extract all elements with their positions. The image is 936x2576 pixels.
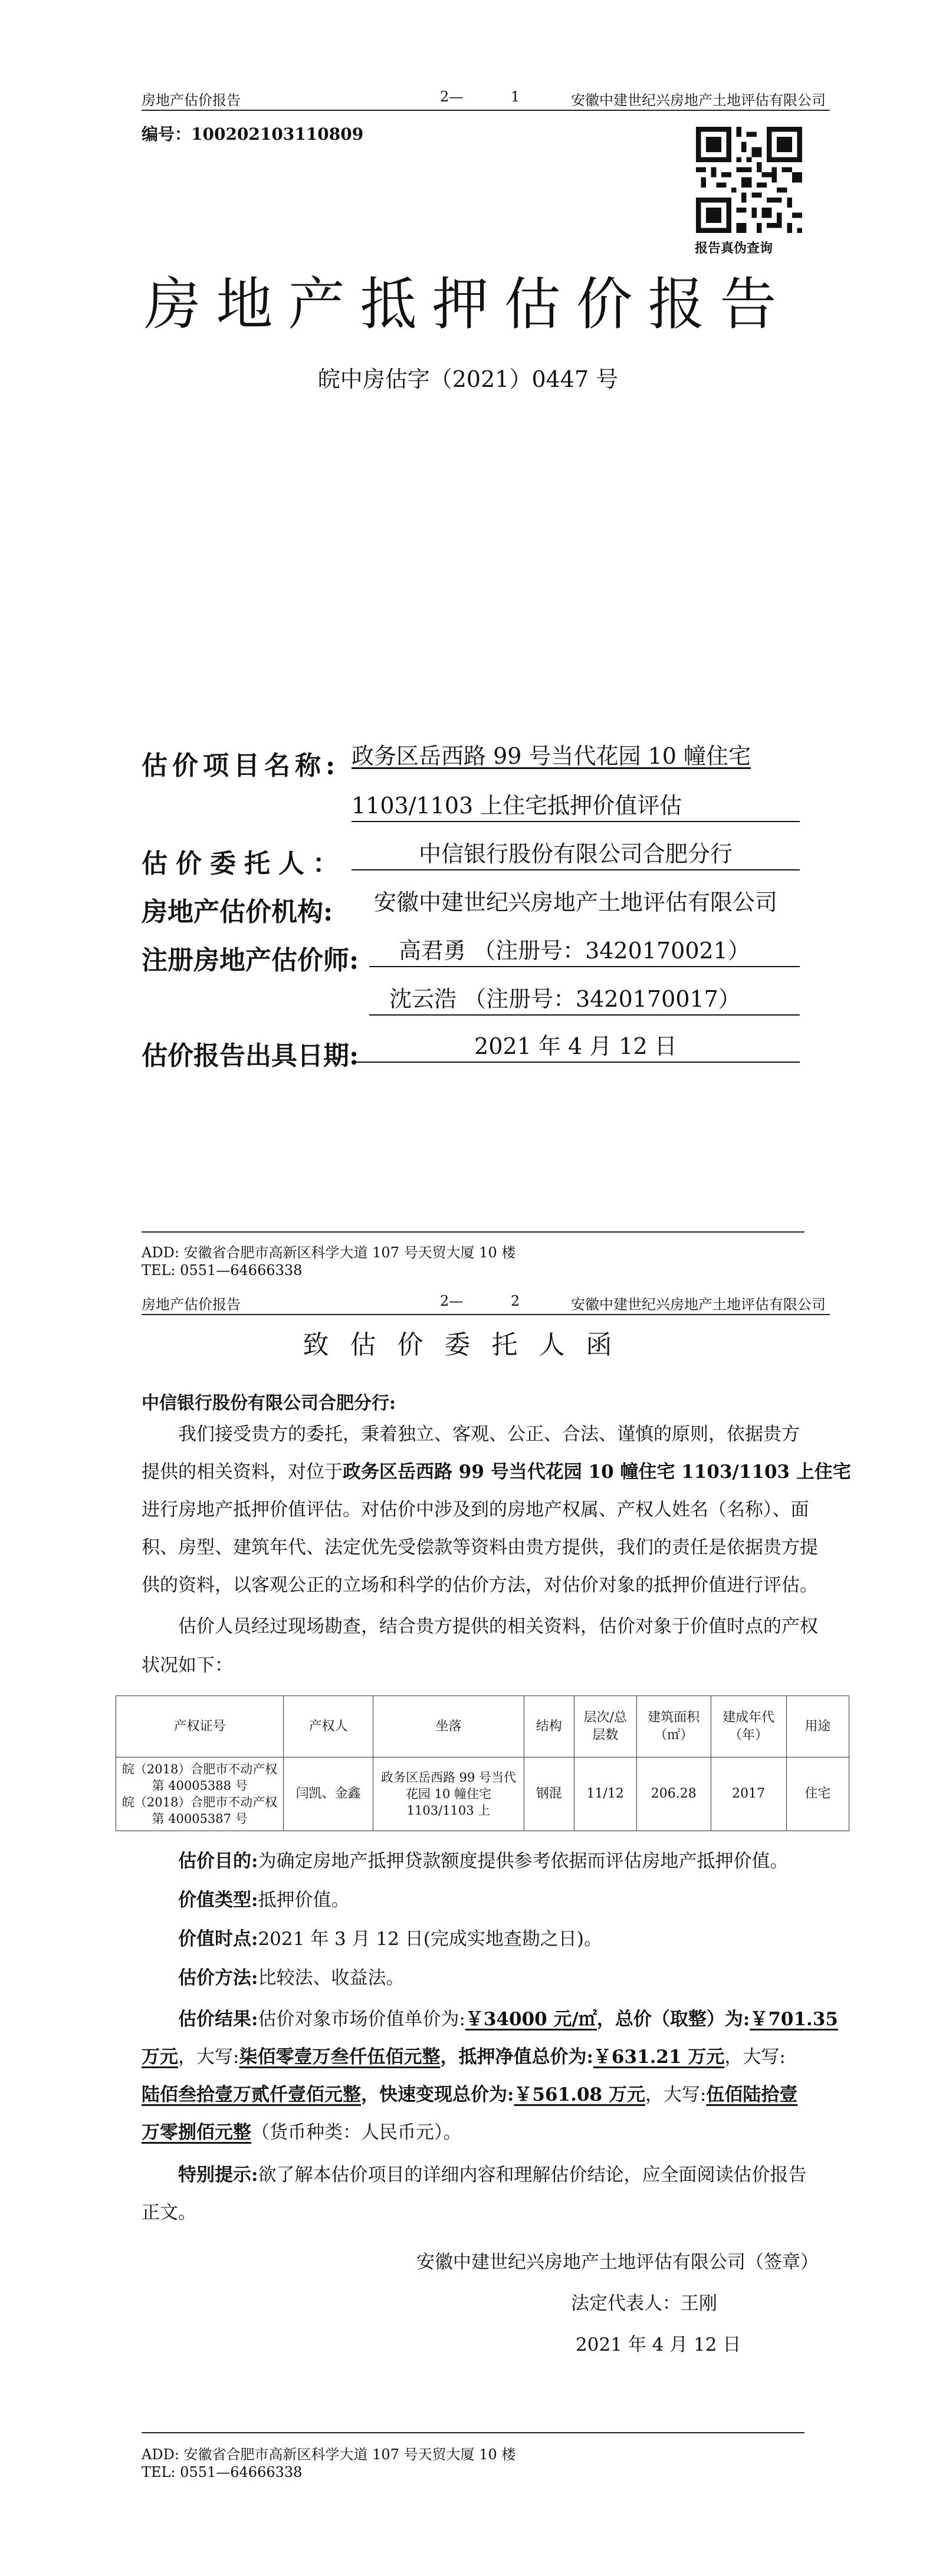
- table-cell: 206.28: [636, 1757, 711, 1831]
- table-header: 建筑面积（㎡）: [636, 1696, 711, 1757]
- footer-phone: TEL: 0551—64666338: [142, 2464, 303, 2480]
- para-line: 进行房地产抵押价值评估。对估价中涉及到的房地产权属、产权人姓名（名称）、面: [142, 1499, 809, 1520]
- table-cell: 皖（2018）合肥市不动产权第 40005388 号 皖（2018）合肥市不动产权第 40005387 号: [116, 1757, 284, 1831]
- currency-note: （货币种类：人民币元）。: [251, 2122, 462, 2143]
- total-price: ￥701.35: [750, 2009, 838, 2030]
- mortgage-net-value: ￥631.21 万元: [593, 2046, 725, 2068]
- para-text: 提供的相关资料，对位于: [142, 1461, 343, 1483]
- quick-sale-value-words-cont: 万零捌佰元整: [142, 2122, 251, 2143]
- client-label: 估价委托人：: [142, 849, 347, 879]
- quick-sale-value: ￥561.08 万元: [514, 2084, 645, 2105]
- footer-rule: [142, 1231, 804, 1233]
- issue-date-label: 估价报告出具日期:: [142, 1041, 359, 1071]
- agency-label: 房地产估价机构:: [142, 897, 333, 927]
- result-text: ，大写:: [178, 2046, 239, 2068]
- unit-price: ￥34000 元/㎡: [465, 2009, 597, 2030]
- value-type-line: [178, 1881, 349, 1919]
- table-header: 坐落: [373, 1696, 524, 1757]
- value-date-label: 价值时点:: [178, 1928, 258, 1950]
- table-cell: 2017: [711, 1757, 786, 1831]
- client-value: 中信银行股份有限公司合肥分行: [352, 837, 800, 870]
- appraiser-2: 沈云浩 （注册号：3420170017）: [369, 983, 800, 1016]
- qr-code-icon: [696, 127, 802, 233]
- special-note-text: 欲了解本估价项目的详细内容和理解估价结论，应全面阅读估价报告: [258, 2164, 807, 2186]
- special-note-label: 特别提示:: [178, 2164, 258, 2186]
- page-marker: 2—: [440, 1293, 464, 1309]
- running-header-right: 安徽中建世纪兴房地产土地评估有限公司: [571, 1296, 826, 1313]
- project-name-line1: 政务区岳西路 99 号当代花园 10 幢住宅: [352, 743, 751, 769]
- purpose-label: 估价目的:: [178, 1851, 258, 1872]
- issue-date-value: 2021 年 4 月 12 日: [352, 1030, 800, 1063]
- result-text: 估价对象市场价值单价为:: [258, 2009, 465, 2030]
- para-line: [142, 1453, 851, 1491]
- result-line: [142, 2038, 786, 2076]
- header-rule: [142, 110, 830, 111]
- quick-sale-value-words: 伍佰陆拾壹: [706, 2084, 798, 2105]
- result-label: 估价结果:: [178, 2009, 258, 2030]
- table-cell: 闫凯、金鑫: [284, 1757, 373, 1831]
- page-marker: 2—: [440, 88, 464, 105]
- footer-phone: TEL: 0551—64666338: [142, 1262, 303, 1279]
- document-number: 皖中房估字（2021）0447 号: [317, 366, 619, 392]
- para-line: 供的资料，以客观公正的立场和科学的估价方法，对估价对象的抵押价值进行评估。: [142, 1575, 818, 1596]
- appraiser-label: 注册房地产估价师:: [142, 945, 359, 975]
- purpose-value: 为确定房地产抵押贷款额度提供参考依据而评估房地产抵押价值。: [258, 1851, 789, 1872]
- special-note-line: 正文。: [142, 2202, 196, 2223]
- footer-address: ADD: 安徽省合肥市高新区科学大道 107 号天贸大厦 10 楼: [142, 2446, 516, 2463]
- result-text: ，大写:: [724, 2046, 786, 2068]
- appraiser-1: 高君勇 （注册号：3420170021）: [369, 934, 800, 967]
- salutation: 中信银行股份有限公司合肥分行:: [142, 1393, 396, 1414]
- table-header: 用途: [786, 1696, 849, 1757]
- result-text: ，大写:: [645, 2084, 707, 2105]
- result-line: [142, 2114, 462, 2151]
- para-line: 我们接受贵方的委托，秉着独立、客观、公正、合法、谨慎的原则，依据贵方: [178, 1424, 800, 1445]
- running-header-left: 房地产估价报告: [142, 1296, 241, 1313]
- total-price-words: 柒佰零壹万叁仟伍佰元整: [239, 2046, 441, 2068]
- para-line: 积、房型、建筑年代、法定优先受偿款等资料由贵方提供，我们的责任是依据贵方提: [142, 1537, 818, 1558]
- table-header: 结构: [524, 1696, 574, 1757]
- signature-company: 安徽中建世纪兴房地产土地评估有限公司（签章）: [416, 2252, 819, 2273]
- result-text: ，快速变现总价为:: [361, 2084, 514, 2105]
- table-header: 建成年代（年）: [711, 1696, 786, 1757]
- footer-address: ADD: 安徽省合肥市高新区科学大道 107 号天贸大厦 10 楼: [142, 1244, 516, 1261]
- legal-representative: 法定代表人：王刚: [571, 2293, 717, 2314]
- method-label: 估价方法:: [178, 1967, 258, 1989]
- table-cell: 钢混: [524, 1757, 574, 1831]
- table-header: 层次/总层数: [574, 1696, 636, 1757]
- report-title: 房地产抵押估价报告: [144, 271, 792, 337]
- mortgage-net-value-words: 陆佰叁拾壹万贰仟壹佰元整: [142, 2084, 361, 2105]
- agency-value: 安徽中建世纪兴房地产土地评估有限公司: [373, 889, 777, 915]
- table-cell: 住宅: [786, 1757, 849, 1831]
- value-type-label: 价值类型:: [178, 1890, 258, 1911]
- result-line: [178, 2000, 838, 2038]
- table-cell: 政务区岳西路 99 号当代花园 10 幢住宅 1103/1103 上: [373, 1757, 524, 1831]
- header-rule: [142, 1314, 830, 1315]
- para-line: 状况如下：: [142, 1655, 233, 1676]
- value-type-value: 抵押价值。: [258, 1890, 350, 1911]
- result-text: ，总价（取整）为:: [596, 2009, 750, 2030]
- project-name-line2: 1103/1103 上住宅抵押价值评估: [352, 789, 800, 822]
- serial-number: 编号：100202103110809: [142, 124, 364, 144]
- table-header: 产权证号: [116, 1696, 284, 1757]
- result-text: ，抵押净值总价为:: [440, 2046, 593, 2068]
- special-note-line: [178, 2156, 806, 2194]
- property-rights-table: [116, 1696, 849, 1831]
- footer-rule: [142, 2432, 804, 2433]
- signature-date: 2021 年 4 月 12 日: [576, 2334, 741, 2355]
- qr-caption: 报告真伪查询: [695, 241, 773, 256]
- running-header-right: 安徽中建世纪兴房地产土地评估有限公司: [571, 92, 826, 109]
- total-price-unit: 万元: [142, 2046, 178, 2068]
- result-line: [142, 2076, 797, 2114]
- running-header-left: 房地产估价报告: [142, 92, 241, 109]
- value-date-line: [178, 1920, 602, 1958]
- method-line: [178, 1959, 404, 1997]
- method-value: 比较法、收益法。: [258, 1967, 405, 1989]
- table-header: 产权人: [284, 1696, 373, 1757]
- page-number: 2: [511, 1293, 520, 1309]
- page-number: 1: [511, 88, 520, 105]
- para-line: 估价人员经过现场勘查，结合贵方提供的相关资料，估价对象于价值时点的产权: [178, 1616, 818, 1637]
- purpose-line: [178, 1842, 788, 1880]
- letter-title: 致估价委托人函: [303, 1330, 633, 1360]
- value-date-value: 2021 年 3 月 12 日(完成实地查勘之日)。: [258, 1928, 602, 1950]
- project-name-label: 估价项目名称:: [142, 751, 340, 781]
- property-address: 政务区岳西路 99 号当代花园 10 幢住宅 1103/1103 上住宅: [343, 1461, 851, 1483]
- table-header-row: [116, 1696, 849, 1757]
- table-cell: 11/12: [574, 1757, 636, 1831]
- table-row: [116, 1757, 849, 1831]
